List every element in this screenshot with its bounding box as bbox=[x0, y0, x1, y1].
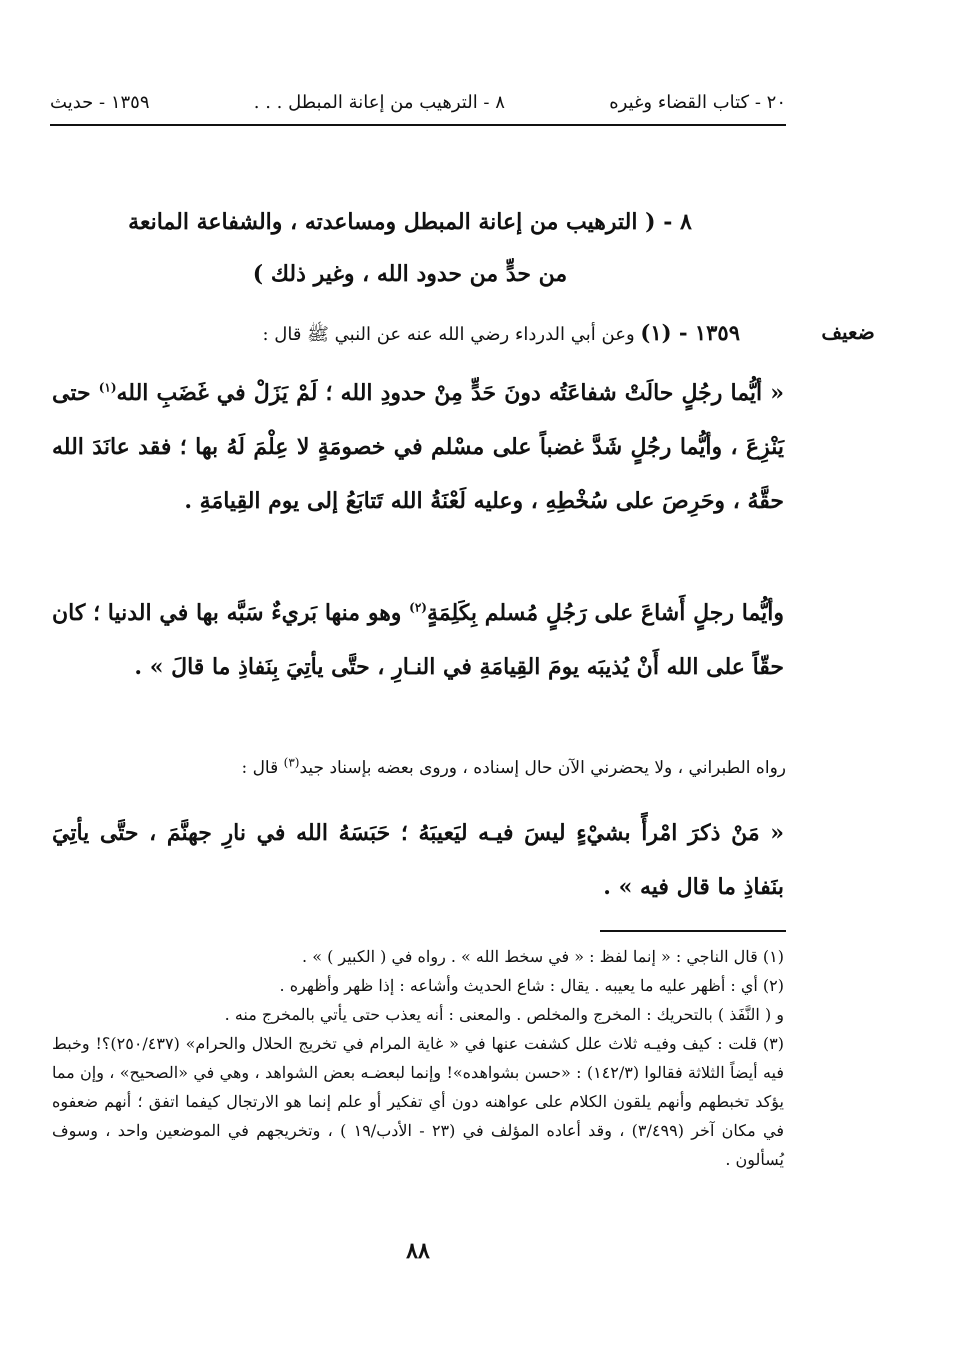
hadith-text-paragraph-2 bbox=[52, 586, 784, 694]
hadith-text-1a: « أيُّما رجُلٍ حالَتْ شفاعَتُه دونَ حَدٍّ مِنْ حدودِ الله ؛ لَمْ يَزَلْ في غَضَبِ الله bbox=[116, 380, 784, 406]
footnote-marker-3: (٣) bbox=[283, 755, 300, 770]
hadith-text-2a: وأيُّما رجلٍ أَشاعَ على رَجُلٍ مُسلم بِكَلِمَةٍ bbox=[426, 600, 784, 626]
header-hadith-number: ١٣٥٩ - حديث bbox=[50, 91, 150, 113]
footnote-2: (٢) أي : أظهر عليه ما يعيبه . يقال : شاع الحديث وأشاعه : إذا ظهر وأظهره . bbox=[279, 976, 784, 995]
footnote-marker-1: (١) bbox=[98, 380, 117, 395]
hadith-grade: ضعيف bbox=[821, 320, 875, 344]
footnote-2-continuation: و ( النَّفَذ ) بالتحريك : المخرج والمخلص . والمعنى : أنه يعذب حتى يأتي بالمخرج منه . bbox=[224, 1005, 784, 1024]
footnote-divider bbox=[600, 930, 786, 932]
hadith-source bbox=[100, 755, 786, 778]
hadith-number: ١٣٥٩ - (١) bbox=[640, 320, 740, 345]
running-header bbox=[50, 86, 786, 126]
footnotes bbox=[52, 942, 784, 1174]
page-number: ٨٨ bbox=[406, 1238, 430, 1264]
header-book-title: ٢٠ - كتاب القضاء وغيره bbox=[609, 91, 786, 113]
hadith-isnad: وعن أبي الدرداء رضي الله عنه عن النبي ﷺ قال : bbox=[262, 324, 635, 345]
hadith-text-paragraph-1 bbox=[52, 366, 784, 528]
hadith-source-b: قال : bbox=[241, 758, 284, 778]
hadith-intro bbox=[262, 320, 740, 349]
hadith-text-paragraph-3: « مَنْ ذكرَ امْرأً بشيْءٍ ليسَ فيـه ليَعيبَهُ ؛ حَبَسَهُ الله في نارِ جهنَّمَ ، حتَّى يأتِيَ بنَفاذِ ما قال فيه » . bbox=[52, 820, 784, 900]
header-chapter-title: ٨ - الترهيب من إعانة المبطل . . . bbox=[253, 91, 505, 113]
footnote-1: (١) قال الناجي : « إنما لفظ : « في سخط الله » . رواه في ( الكبير ) » . bbox=[302, 947, 784, 966]
hadith-text-1b: حتى يَنْزِعَ ، وأيُّما رجُلٍ شَدَّ غضباً على مسْلم في خصومَةٍ لا عِلْمَ لَهُ بها ؛ فقد عانَدَ الله حقَّهُ ، وحَرِصَ على سُخْطِهِ ، وعليه لَعْنَةُ الله تَتابَعُ إلى يوم القِيامَةِ . bbox=[52, 380, 784, 514]
footnote-3: (٣) قلت : كيف وفيـه ثلاث علل كشفت عنها في « غاية المرام في تخريج الحلال والحرام» (٢٥٠/٤٣٧)؟! وخبط فيه أيضاً الثلاثة فقالوا (١٤٢/٣) : «حسن بشواهده»! وإنما لبعضـه بعض الشواهد ، وهي في «الصحيح» ، وإن مما يؤكد تخبطهم وأنهم يلقون الكلام على عواهنه دون أي تفكير أو علم إنما هو الارتجال كيفما اتفق ؛ أنهم ضعفوه في مكان آخر (٣/٤٩٩) ، وقد أعاده المؤلف في (٢٣ - الأدب/١٩ ) ، وتخريجهم في الموضعين واحد ، وسوف يُسألون . bbox=[52, 1034, 785, 1169]
hadith-text-2b: وهو منها بَريءٌ سَبَّه بها في الدنيا ؛ كان حقّاً على الله أَنْ يُذيبَه يومَ القِيامَةِ في النـارِ ، حتَّى يأتِيَ بِنَفاذِ ما قالَ » . bbox=[52, 600, 784, 680]
chapter-title bbox=[110, 196, 710, 300]
hadith-source-a: رواه الطبراني ، ولا يحضرني الآن حال إسناده ، وروى بعضه بإسناد جيد bbox=[299, 758, 786, 778]
chapter-title-line-2: من حدٍّ من حدود الله ، وغير ذلك ) bbox=[252, 261, 568, 287]
chapter-title-line-1: ٨ - ( الترهيب من إعانة المبطل ومساعدته ، والشفاعة المانعة bbox=[128, 209, 692, 235]
footnote-marker-2: (٢) bbox=[409, 600, 427, 615]
